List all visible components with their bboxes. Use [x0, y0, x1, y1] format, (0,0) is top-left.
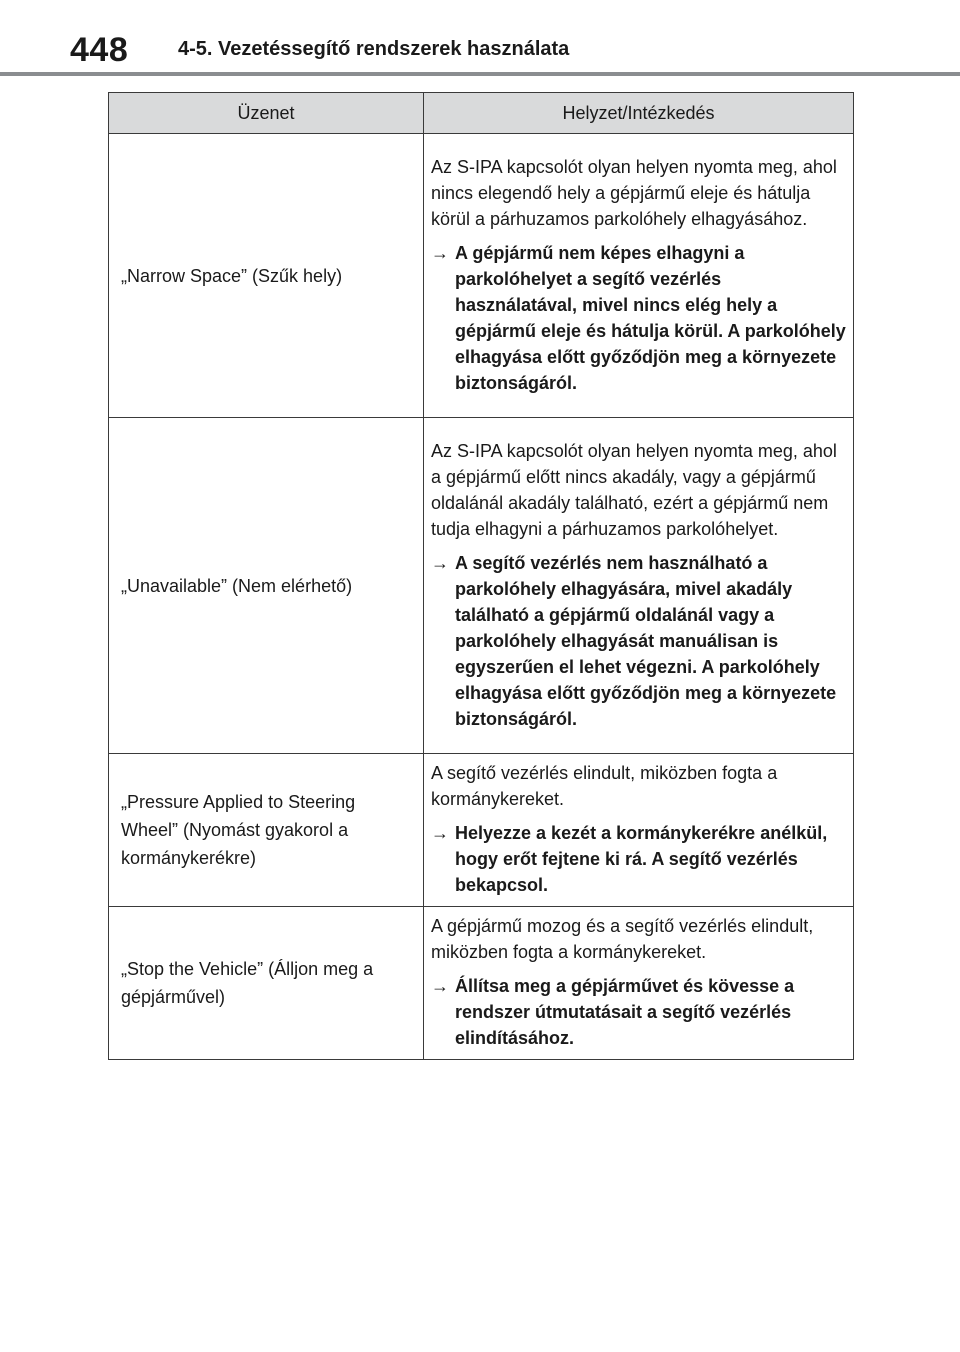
message-cell: „Stop the Vehicle” (Álljon meg a gépjárművel) [109, 907, 424, 1060]
header-divider [0, 72, 960, 76]
table-row [109, 134, 854, 418]
situation-text: A segítő vezérlés elindult, miközben fogta a kormánykereket. [431, 763, 778, 809]
situation-cell [424, 134, 854, 418]
action-item [431, 820, 847, 898]
table-row [109, 907, 854, 1060]
situation-text: Az S-IPA kapcsolót olyan helyen nyomta meg, ahol nincs elegendő hely a gépjármű eleje és hátulja körül a párhuzamos parkolóhely elhagyásához. [431, 156, 837, 229]
action-item [431, 550, 847, 732]
arrow-icon: → [431, 242, 449, 263]
situation-text: A gépjármű mozog és a segítő vezérlés elindult, miközben fogta a kormánykereket. [431, 916, 814, 962]
action-item [431, 240, 847, 396]
message-cell: „Pressure Applied to Steering Wheel” (Nyomást gyakorol a kormánykerékre) [109, 754, 424, 907]
arrow-icon: → [431, 976, 449, 996]
message-table [108, 92, 854, 1060]
situation-cell [424, 754, 854, 907]
situation-cell [424, 907, 854, 1060]
table-header-row [109, 93, 854, 134]
action-text: A gépjármű nem képes elhagyni a parkolóhelyet a segítő vezérlés használatával, mivel nincs elég hely a gépjármű eleje és hátulja körül. A parkolóhely elhagyása előtt győződjön meg a környezete biztonságáról. [455, 242, 846, 393]
action-item [431, 973, 847, 1051]
page-header [0, 0, 960, 76]
message-cell: „Unavailable” (Nem elérhető) [109, 418, 424, 754]
situation-text: Az S-IPA kapcsolót olyan helyen nyomta meg, ahol a gépjármű előtt nincs akadály, vagy a gépjármű oldalánál akadály található, ezért a gépjármű nem tudja elhagyni a párhuzamos parkolóhelyet. [431, 440, 837, 539]
table-row [109, 418, 854, 754]
action-text: A segítő vezérlés nem használható a parkolóhely elhagyására, mivel akadály található a gépjármű oldalánál vagy a parkolóhely elhagyását manuálisan is egyszerűen el lehet végezni. A parkolóhely elhagyása előtt győződjön meg a környezete biztonságáról. [455, 552, 837, 729]
arrow-icon: → [431, 823, 449, 843]
page-number: 448 [70, 31, 129, 69]
action-text: Állítsa meg a gépjárművet és kövesse a rendszer útmutatásait a segítő vezérlés elindításához. [455, 976, 795, 1048]
situation-cell [424, 418, 854, 754]
arrow-icon: → [431, 552, 449, 573]
message-cell: „Narrow Space” (Szűk hely) [109, 134, 424, 418]
column-header-situation: Helyzet/Intézkedés [424, 93, 854, 134]
table-row [109, 754, 854, 907]
column-header-message: Üzenet [109, 93, 424, 134]
section-title: 4-5. Vezetéssegítő rendszerek használata [178, 38, 570, 60]
action-text: Helyezze a kezét a kormánykerékre anélkül, hogy erőt fejtene ki rá. A segítő vezérlés bekapcsol. [455, 823, 828, 895]
